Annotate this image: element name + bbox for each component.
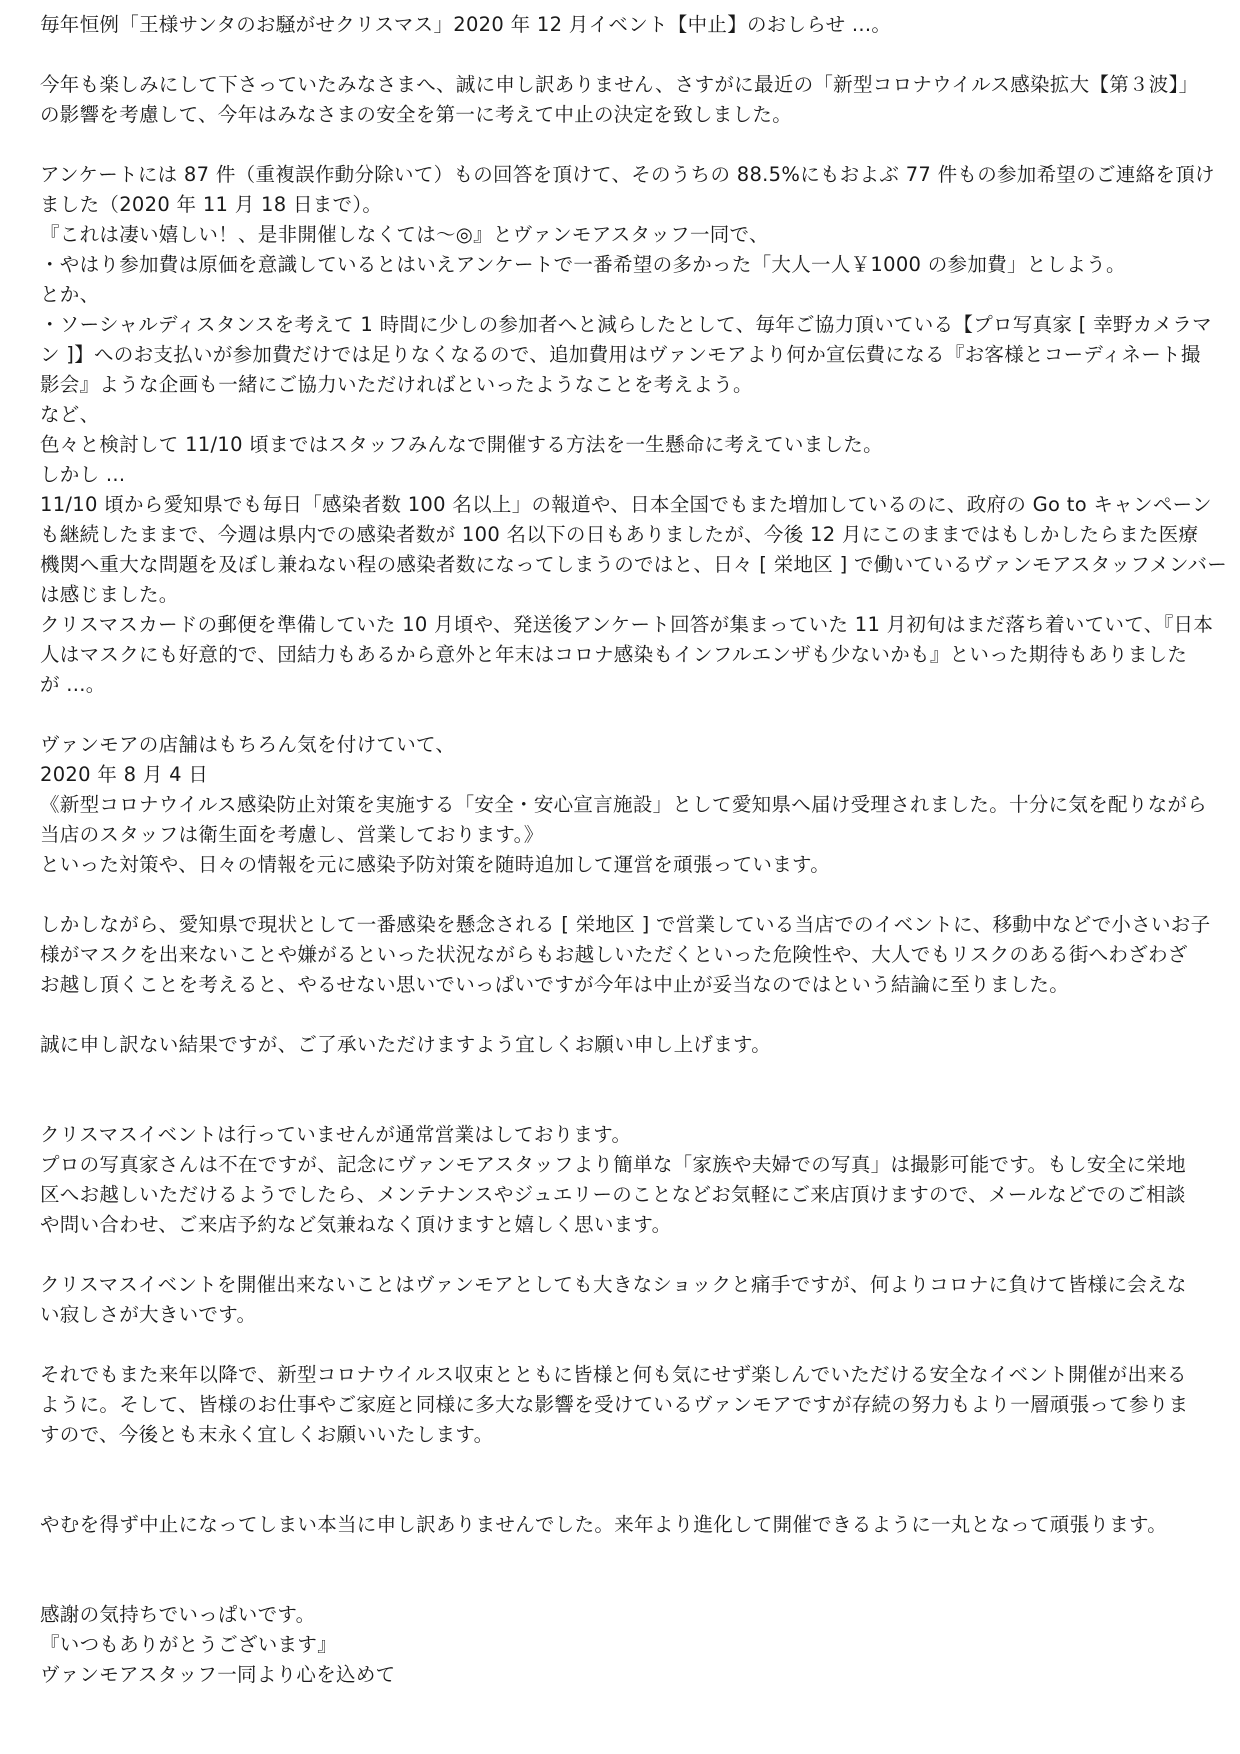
text-line: クリスマスイベントを開催出来ないことはヴァンモアとしても大きなショックと痛手ですが、何よりコロナに負けて皆様に会えな bbox=[40, 1273, 1187, 1296]
text-line: とか、 bbox=[40, 283, 100, 306]
document-body bbox=[40, 10, 1228, 1690]
text-line: 感謝の気持ちでいっぱいです。 bbox=[40, 1603, 316, 1626]
text-line: ン ]】へのお支払いが参加費だけでは足りなくなるので、追加費用はヴァンモアより何か宣伝費になる『お客様とコーディネート撮 bbox=[40, 343, 1201, 366]
text-line: い寂しさが大きいです。 bbox=[40, 1303, 257, 1326]
blank-line bbox=[40, 1480, 1220, 1510]
text-line: や問い合わせ、ご来店予約など気兼ねなく頂けますと嬉しく思います。 bbox=[40, 1213, 672, 1236]
blank-line bbox=[40, 880, 1220, 910]
text-line: 当店のスタッフは衛生面を考慮し、営業しております。》 bbox=[40, 823, 544, 846]
text-line: 11/10 頃から愛知県でも毎日「感染者数 100 名以上」の報道や、日本全国でもまた増加しているのに、政府の Go to キャンペーン bbox=[40, 493, 1212, 516]
document-title: 毎年恒例「王様サンタのお騒がせクリスマス」2020 年 12 月イベント【中止】のおしらせ ...。 bbox=[40, 13, 892, 36]
text-line: 誠に申し訳ない結果ですが、ご了承いただけますよう宜しくお願い申し上げます。 bbox=[40, 1033, 772, 1056]
text-line: ました（2020 年 11 月 18 日まで）。 bbox=[40, 193, 383, 216]
blank-line bbox=[40, 1240, 1220, 1270]
text-line: 《新型コロナウイルス感染防止対策を実施する「安全・安心宣言施設」として愛知県へ届け受理されました。十分に気を配りながら bbox=[40, 793, 1208, 816]
text-line: ヴァンモアの店舗はもちろん気を付けていて、 bbox=[40, 733, 456, 756]
text-line: 人はマスクにも好意的で、団結力もあるから意外と年末はコロナ感染もインフルエンザも少ないかも』といった期待もありました bbox=[40, 643, 1188, 666]
text-line: 機関へ重大な問題を及ぼし兼ねない程の感染者数になってしまうのではと、日々 [ 栄地区 ] で働いているヴァンモアスタッフメンバー bbox=[40, 553, 1228, 576]
text-line: やむを得ず中止になってしまい本当に申し訳ありませんでした。来年より進化して開催できるように一丸となって頑張ります。 bbox=[40, 1513, 1168, 1536]
text-line: クリスマスカードの郵便を準備していた 10 月頃や、発送後アンケート回答が集まっていた 11 月初旬はまだ落ち着いていて、『日本 bbox=[40, 613, 1214, 636]
text-line: 『いつもありがとうございます』 bbox=[40, 1633, 338, 1656]
text-line: ・やはり参加費は原価を意識しているとはいえアンケートで一番希望の多かった「大人一人￥1000 の参加費」としよう。 bbox=[40, 253, 1126, 276]
text-line: しかしながら、愛知県で現状として一番感染を懸念される [ 栄地区 ] で営業している当店でのイベントに、移動中などで小さいお子 bbox=[40, 913, 1211, 936]
blank-line bbox=[40, 700, 1220, 730]
text-line: といった対策や、日々の情報を元に感染予防対策を随時追加して運営を頑張っています。 bbox=[40, 853, 831, 876]
text-line: 影会』ような企画も一緒にご協力いただければといったようなことを考えよう。 bbox=[40, 373, 753, 396]
blank-line bbox=[40, 1330, 1220, 1360]
text-line: 今年も楽しみにして下さっていたみなさまへ、誠に申し訳ありません、さすがに最近の「新型コロナウイルス感染拡大【第３波】」 bbox=[40, 73, 1199, 96]
text-line: それでもまた来年以降で、新型コロナウイルス収束とともに皆様と何も気にせず楽しんでいただける安全なイベント開催が出来る bbox=[40, 1363, 1187, 1386]
blank-line bbox=[40, 40, 1220, 70]
text-line: 色々と検討して 11/10 頃まではスタッフみんなで開催する方法を一生懸命に考えていました。 bbox=[40, 433, 883, 456]
blank-line bbox=[40, 1090, 1220, 1120]
text-line: も継続したままで、今週は県内での感染者数が 100 名以下の日もありましたが、今後 12 月にこのままではもしかしたらまた医療 bbox=[40, 523, 1199, 546]
blank-line bbox=[40, 1540, 1220, 1570]
text-line: しかし ... bbox=[40, 463, 126, 486]
text-line: お越し頂くことを考えると、やるせない思いでいっぱいですが今年は中止が妥当なのではという結論に至りました。 bbox=[40, 973, 1070, 996]
text-line: すので、今後とも末永く宜しくお願いいたします。 bbox=[40, 1423, 494, 1446]
text-line: ように。そして、皆様のお仕事やご家庭と同様に多大な影響を受けているヴァンモアですが存続の努力もより一層頑張って参りま bbox=[40, 1393, 1189, 1416]
text-line: 『これは凄い嬉しい！、是非開催しなくては〜◎』とヴァンモアスタッフ一同で、 bbox=[40, 223, 769, 246]
text-line: の影響を考慮して、今年はみなさまの安全を第一に考えて中止の決定を致しました。 bbox=[40, 103, 793, 126]
blank-line bbox=[40, 1000, 1220, 1030]
blank-line bbox=[40, 1570, 1220, 1600]
text-line: プロの写真家さんは不在ですが、記念にヴァンモアスタッフより簡単な「家族や夫婦での写真」は撮影可能です。もし安全に栄地 bbox=[40, 1153, 1186, 1176]
text-line: 区へお越しいただけるようでしたら、メンテナンスやジュエリーのことなどお気軽にご来店頂けますので、メールなどでのご相談 bbox=[40, 1183, 1186, 1206]
text-line: ヴァンモアスタッフ一同より心を込めて bbox=[40, 1663, 396, 1686]
text-line: クリスマスイベントは行っていませんが通常営業はしております。 bbox=[40, 1123, 632, 1146]
blank-line bbox=[40, 1450, 1220, 1480]
text-line: は感じました。 bbox=[40, 583, 179, 606]
text-line: など、 bbox=[40, 403, 100, 426]
text-line: が ...。 bbox=[40, 673, 106, 696]
text-line: ・ソーシャルディスタンスを考えて 1 時間に少しの参加者へと減らしたとして、毎年ご協力頂いている【プロ写真家 [ 幸野カメラマ bbox=[40, 313, 1212, 336]
blank-line bbox=[40, 130, 1220, 160]
text-line: 2020 年 8 月 4 日 bbox=[40, 763, 209, 786]
blank-line bbox=[40, 1060, 1220, 1090]
text-line: 様がマスクを出来ないことや嫌がるといった状況ながらもお越しいただくといった危険性や、大人でもリスクのある街へわざわざ bbox=[40, 943, 1188, 966]
text-line: アンケートには 87 件（重複誤作動分除いて）もの回答を頂けて、そのうちの 88.5%にもおよぶ 77 件もの参加希望のご連絡を頂け bbox=[40, 163, 1215, 186]
